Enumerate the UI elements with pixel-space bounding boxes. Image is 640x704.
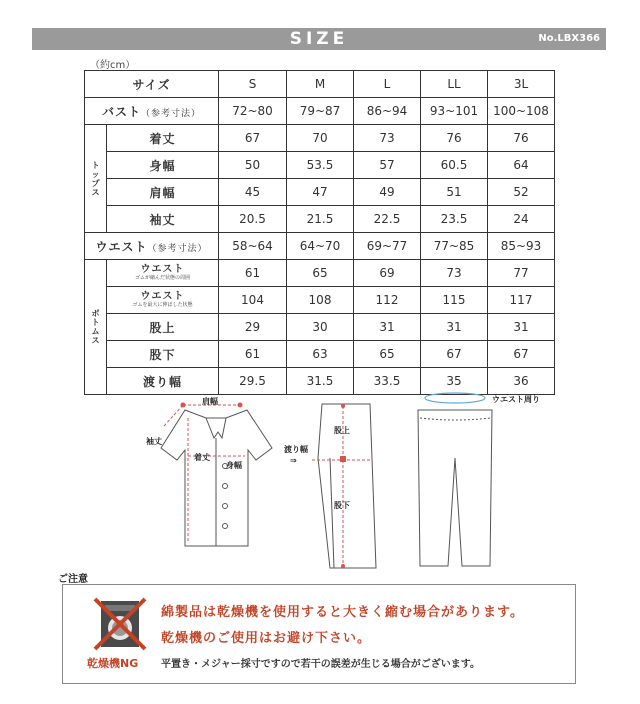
table-row	[85, 314, 555, 341]
dryer-prohibited-icon	[91, 595, 149, 653]
table-row	[85, 98, 555, 125]
row-label: 肩幅	[107, 179, 219, 206]
cell: 58~64	[219, 233, 287, 260]
body-width-label: 身幅	[226, 461, 242, 470]
waist-around-arrow	[425, 393, 485, 403]
cell: 76	[488, 125, 555, 152]
cell: 77~85	[421, 233, 488, 260]
model-number: No.LBX366	[538, 33, 600, 44]
pants-front-diagram	[418, 410, 492, 566]
cell: 108	[287, 287, 354, 314]
cell: 51	[421, 179, 488, 206]
notice-title: ご注意	[58, 574, 88, 585]
table-row	[85, 341, 555, 368]
cell: 104	[219, 287, 287, 314]
cell: 79~87	[287, 98, 354, 125]
cell: 70	[287, 125, 354, 152]
table-row	[85, 125, 555, 152]
cell: 93~101	[421, 98, 488, 125]
warning-avoid-dryer: 乾燥機のご使用はお避け下さい。	[161, 631, 372, 646]
cell: 31.5	[287, 368, 354, 395]
table-row	[85, 152, 555, 179]
table-header-row	[85, 71, 555, 98]
header-label: サイズ	[85, 71, 219, 98]
cell: 21.5	[287, 206, 354, 233]
sleeve-label: 袖丈	[146, 437, 162, 446]
cell: 69~77	[354, 233, 421, 260]
size-3l: 3L	[488, 71, 555, 98]
cell: 31	[488, 314, 555, 341]
measurement-disclaimer: 平置き・メジャー採寸ですので若干の誤差が生じる場合がございます。	[161, 659, 480, 670]
row-label: ウエスト ゴムを最大に伸ばした状態	[107, 287, 219, 314]
cell: 29.5	[219, 368, 287, 395]
cell: 53.5	[287, 152, 354, 179]
size-l: L	[354, 71, 421, 98]
table-row	[85, 287, 555, 314]
cell: 72~80	[219, 98, 287, 125]
cell: 22.5	[354, 206, 421, 233]
cell: 77	[488, 260, 555, 287]
cell: 61	[219, 260, 287, 287]
cell: 65	[354, 341, 421, 368]
inseam-label: 股下	[334, 501, 350, 510]
cell: 65	[287, 260, 354, 287]
banner-title: SIZE	[289, 29, 349, 49]
cell: 47	[287, 179, 354, 206]
cell: 73	[354, 125, 421, 152]
warning-shrink: 綿製品は乾燥機を使用すると大きく縮む場合があります。	[161, 605, 524, 620]
bottoms-group-label: ボ ト ム ス	[85, 260, 107, 395]
row-label: 着丈	[107, 125, 219, 152]
row-label: 渡り幅	[107, 368, 219, 395]
row-label: 股下	[107, 341, 219, 368]
shirt-diagram	[161, 410, 272, 546]
size-table	[84, 70, 555, 395]
cell: 24	[488, 206, 555, 233]
cell: 23.5	[421, 206, 488, 233]
cell: 52	[488, 179, 555, 206]
cell: 50	[219, 152, 287, 179]
cell: 85~93	[488, 233, 555, 260]
size-m: M	[287, 71, 354, 98]
size-ll: LL	[421, 71, 488, 98]
cell: 61	[219, 341, 287, 368]
table-row	[85, 206, 555, 233]
cell: 67	[488, 341, 555, 368]
cell: 115	[421, 287, 488, 314]
cell: 112	[354, 287, 421, 314]
row-label: 身幅	[107, 152, 219, 179]
cell: 64	[488, 152, 555, 179]
cell: 86~94	[354, 98, 421, 125]
thigh-arrow: ⇒	[290, 456, 297, 465]
row-label: 股上	[107, 314, 219, 341]
unit-label: （約cm）	[90, 60, 136, 71]
waist-label: ウエスト（参考寸法）	[85, 233, 219, 260]
row-label: 袖丈	[107, 206, 219, 233]
cell: 67	[219, 125, 287, 152]
cell: 29	[219, 314, 287, 341]
shoulder-label: 肩幅	[202, 397, 218, 406]
notice-box	[62, 584, 576, 684]
cell: 64~70	[287, 233, 354, 260]
size-banner	[32, 28, 606, 50]
length-label: 着丈	[194, 453, 210, 462]
cell: 35	[421, 368, 488, 395]
cell: 31	[421, 314, 488, 341]
ng-label: 乾燥機NG	[87, 657, 139, 670]
cell: 49	[354, 179, 421, 206]
cell: 57	[354, 152, 421, 179]
rise-label: 股上	[334, 426, 350, 435]
cell: 117	[488, 287, 555, 314]
table-row	[85, 233, 555, 260]
cell: 100~108	[488, 98, 555, 125]
cell: 63	[287, 341, 354, 368]
cell: 45	[219, 179, 287, 206]
thigh-label: 渡り幅	[284, 445, 308, 454]
cell: 36	[488, 368, 555, 395]
row-label: ウエスト ゴムが縮んだ状態の周囲	[107, 260, 219, 287]
size-s: S	[219, 71, 287, 98]
cell: 33.5	[354, 368, 421, 395]
tops-group-label: ト ッ プ ス	[85, 125, 107, 233]
waist-around-label: ウエスト周り	[492, 395, 540, 404]
measurement-diagrams	[0, 388, 640, 578]
cell: 30	[287, 314, 354, 341]
cell: 69	[354, 260, 421, 287]
cell: 20.5	[219, 206, 287, 233]
cell: 73	[421, 260, 488, 287]
cell: 31	[354, 314, 421, 341]
cell: 76	[421, 125, 488, 152]
bust-label: バスト（参考寸法）	[85, 98, 219, 125]
cell: 60.5	[421, 152, 488, 179]
table-row	[85, 260, 555, 287]
cell: 67	[421, 341, 488, 368]
table-row	[85, 179, 555, 206]
